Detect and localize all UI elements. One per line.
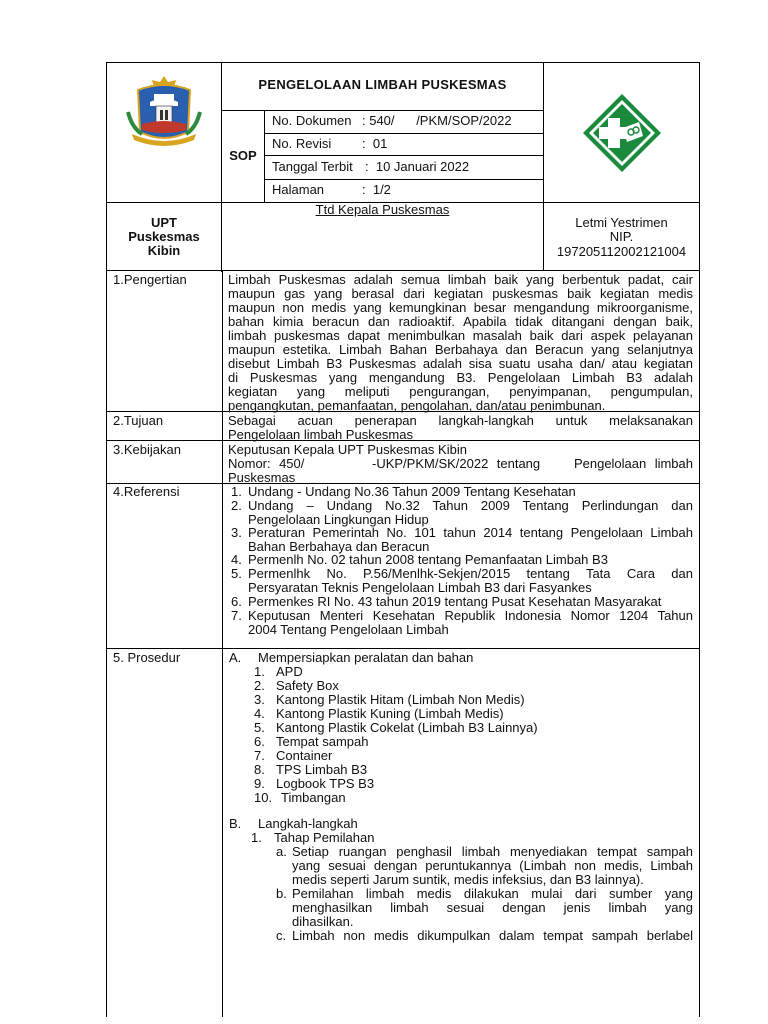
- list-item: [248, 526, 693, 554]
- list-item: [248, 499, 693, 527]
- list-number: 3.: [231, 525, 242, 540]
- list-item: Safety Box: [276, 678, 339, 693]
- paragraph-line: Nomor: 450/ -UKP/PKM/SK/2022 tentang Pengelolaan limbah: [228, 457, 693, 471]
- list-item-line: Pengelolaan Lingkungan Hidup: [248, 513, 429, 527]
- paragraph-line: maupun estetika. Limbah Bahan Berbahaya dan Beracun yang selanjutnya: [228, 343, 693, 357]
- field-value-revisi: : 01: [362, 136, 388, 151]
- list-number: 9.: [254, 776, 265, 791]
- sub-item-line: Limbah non medis dikumpulkan dalam tempat sampah berlabel: [292, 929, 693, 943]
- field-label-halaman: Halaman: [272, 182, 325, 197]
- list-item: [248, 553, 693, 567]
- section-label-tujuan: 2.Tujuan: [113, 413, 164, 428]
- list-item-line: Permenlh No. 02 tahun 2008 tentang Pemanfaatan Limbah B3: [248, 553, 608, 567]
- list-number: 7.: [254, 748, 265, 763]
- paragraph-line: pengangkutan, pemanfaatan, pengolahan, dan/atau penimbunan.: [228, 399, 606, 413]
- list-number: 3.: [254, 692, 265, 707]
- official-nip: 197205112002121004: [556, 244, 687, 259]
- sub-item-line: Pemilahan limbah medis dilakukan mulai dari sumber yang: [292, 887, 693, 901]
- list-number: 2.: [254, 678, 265, 693]
- pengertian-paragraph: [228, 273, 693, 413]
- field-value-halaman: : 1/2: [362, 182, 391, 197]
- paragraph-line: disebut Limbah B3 Puskesmas adalah sisa suatu usaha dan/ atau kegiatan: [228, 357, 693, 371]
- official-nip-label: NIP.: [609, 229, 634, 244]
- field-value-tanggal: : 10 Januari 2022: [365, 159, 470, 174]
- paragraph-line: maupun gas yang berasal dari kegiatan puskesmas baik kegiatan medis: [228, 287, 693, 301]
- list-item-line: Keputusan Menteri Kesehatan Republik Indonesia Nomor 1204 Tahun: [248, 609, 693, 623]
- section-label-pengertian: 1.Pengertian: [113, 272, 187, 287]
- sub-letter: a.: [276, 844, 287, 859]
- list-item-line: Bahan Berbahaya dan Beracun: [248, 540, 430, 554]
- list-item: [248, 595, 693, 609]
- field-label-revisi: No. Revisi: [272, 136, 332, 151]
- section-label-prosedur: 5. Prosedur: [113, 650, 181, 665]
- list-number: 2.: [231, 498, 242, 513]
- kebijakan-paragraph: [228, 443, 693, 485]
- sub-item-line: medis seperti Jarum suntik, medis infeksius, dan B3 lainnya).: [292, 873, 644, 887]
- list-item-line: 2004 Tentang Pengelolaan Limbah: [248, 623, 449, 637]
- paragraph-line: Puskesmas: [228, 471, 296, 485]
- list-number: 1.: [254, 664, 265, 679]
- sub-item-line: yang sesuai dengan peruntukannya (Limbah non medis, Limbah: [292, 859, 693, 873]
- document-title: PENGELOLAAN LIMBAH PUSKESMAS: [258, 77, 507, 92]
- field-label-dokumen: No. Dokumen: [272, 113, 352, 128]
- sop-label: SOP: [229, 148, 257, 163]
- list-item: Timbangan: [281, 790, 346, 805]
- paragraph-line: Limbah Puskesmas adalah semua limbah baik yang berbentuk padat, cair: [228, 273, 693, 287]
- list-item: Tempat sampah: [276, 734, 369, 749]
- sub-letter: b.: [276, 886, 287, 901]
- banten-emblem-logo: [124, 72, 204, 152]
- part-title: Langkah-langkah: [258, 816, 358, 831]
- part-title: Mempersiapkan peralatan dan bahan: [258, 650, 474, 665]
- field-value-dokumen: : 540/ /PKM/SOP/2022: [362, 113, 512, 128]
- list-item-line: Peraturan Pemerintah No. 101 tahun 2014 tentang Pengelolaan Limbah: [248, 526, 693, 540]
- list-number: 10.: [254, 790, 273, 805]
- sub-item-line: menghasilkan limbah sesuai dengan jenis limbah yang: [292, 901, 693, 915]
- sub-item-line: Setiap ruangan penghasil limbah menyediakan tempat sampah: [292, 845, 693, 859]
- unit-name-line: Kibin: [147, 243, 181, 258]
- list-item: [248, 567, 693, 595]
- list-number: 7.: [231, 608, 242, 623]
- field-label-tanggal: Tanggal Terbit: [272, 159, 353, 174]
- list-item: [248, 485, 693, 499]
- sub-item: [292, 845, 693, 887]
- sub-item: [292, 929, 693, 943]
- list-number: 4.: [231, 552, 242, 567]
- list-number: 6.: [231, 594, 242, 609]
- list-item-line: Undang - Undang No.36 Tahun 2009 Tentang Kesehatan: [248, 485, 576, 499]
- list-item-line: Persyaratan Teknis Pengelolaan Limbah B3 dari Fasyankes: [248, 581, 592, 595]
- list-item: [248, 609, 693, 637]
- step-title: Tahap Pemilahan: [274, 830, 375, 845]
- paragraph-line: Keputusan Kepala UPT Puskesmas Kibin: [228, 443, 467, 457]
- list-number: 1.: [231, 484, 242, 499]
- section-label-referensi: 4.Referensi: [113, 484, 180, 499]
- official-name: Letmi Yestrimen: [575, 215, 668, 230]
- list-item: APD: [276, 664, 303, 679]
- tujuan-paragraph: [228, 414, 693, 442]
- unit-name-line: UPT: [151, 215, 177, 230]
- list-item: Logbook TPS B3: [276, 776, 375, 791]
- section-label-kebijakan: 3.Kebijakan: [113, 442, 181, 457]
- list-item: Kantong Plastik Kuning (Limbah Medis): [276, 706, 504, 721]
- puskesmas-logo: [581, 92, 663, 174]
- unit-name-line: Puskesmas: [128, 229, 200, 244]
- list-number: 5.: [254, 720, 265, 735]
- list-item: TPS Limbah B3: [276, 762, 368, 777]
- paragraph-line: kegiatan yang meliputi pengurangan, penyimpanan, pengumpulan,: [228, 385, 693, 399]
- paragraph-line: Pengelolaan limbah Puskesmas: [228, 428, 413, 442]
- list-number: 5.: [231, 566, 242, 581]
- paragraph-line: di Puskesmas yang mengandung B3. Pengelolaan Limbah B3 adalah: [228, 371, 693, 385]
- list-item-line: Permenkes RI No. 43 tahun 2019 tentang Pusat Kesehatan Masyarakat: [248, 595, 662, 609]
- part-letter: A.: [229, 650, 242, 665]
- sub-item-line: dihasilkan.: [292, 915, 354, 929]
- list-item: Container: [276, 748, 333, 763]
- list-number: 6.: [254, 734, 265, 749]
- list-item-line: Undang – Undang No.32 Tahun 2009 Tentang Perlindungan dan: [248, 499, 693, 513]
- paragraph-line: maupun non medis yang kemungkinan besar mengandung mikroorganisme,: [228, 301, 693, 315]
- sub-item: [292, 887, 693, 929]
- list-number: 4.: [254, 706, 265, 721]
- paragraph-line: Sebagai acuan penerapan langkah-langkah untuk melaksanakan: [228, 414, 693, 428]
- paragraph-line: bahan kimia beracun dan radioaktif. Apabila tidak ditangani dengan baik,: [228, 315, 693, 329]
- signature-title: Ttd Kepala Puskesmas: [315, 202, 450, 217]
- list-item: Kantong Plastik Cokelat (Limbah B3 Lainnya): [276, 720, 538, 735]
- part-letter: B.: [229, 816, 242, 831]
- list-item: Kantong Plastik Hitam (Limbah Non Medis): [276, 692, 525, 707]
- list-number: 8.: [254, 762, 265, 777]
- sub-letter: c.: [276, 928, 287, 943]
- paragraph-line: limbah puskesmas dapat menimbulkan masalah baik dari aspek pelayanan: [228, 329, 693, 343]
- list-item-line: Permenlhk No. P.56/Menlhk-Sekjen/2015 tentang Tata Cara dan: [248, 567, 693, 581]
- step-number: 1.: [251, 830, 262, 845]
